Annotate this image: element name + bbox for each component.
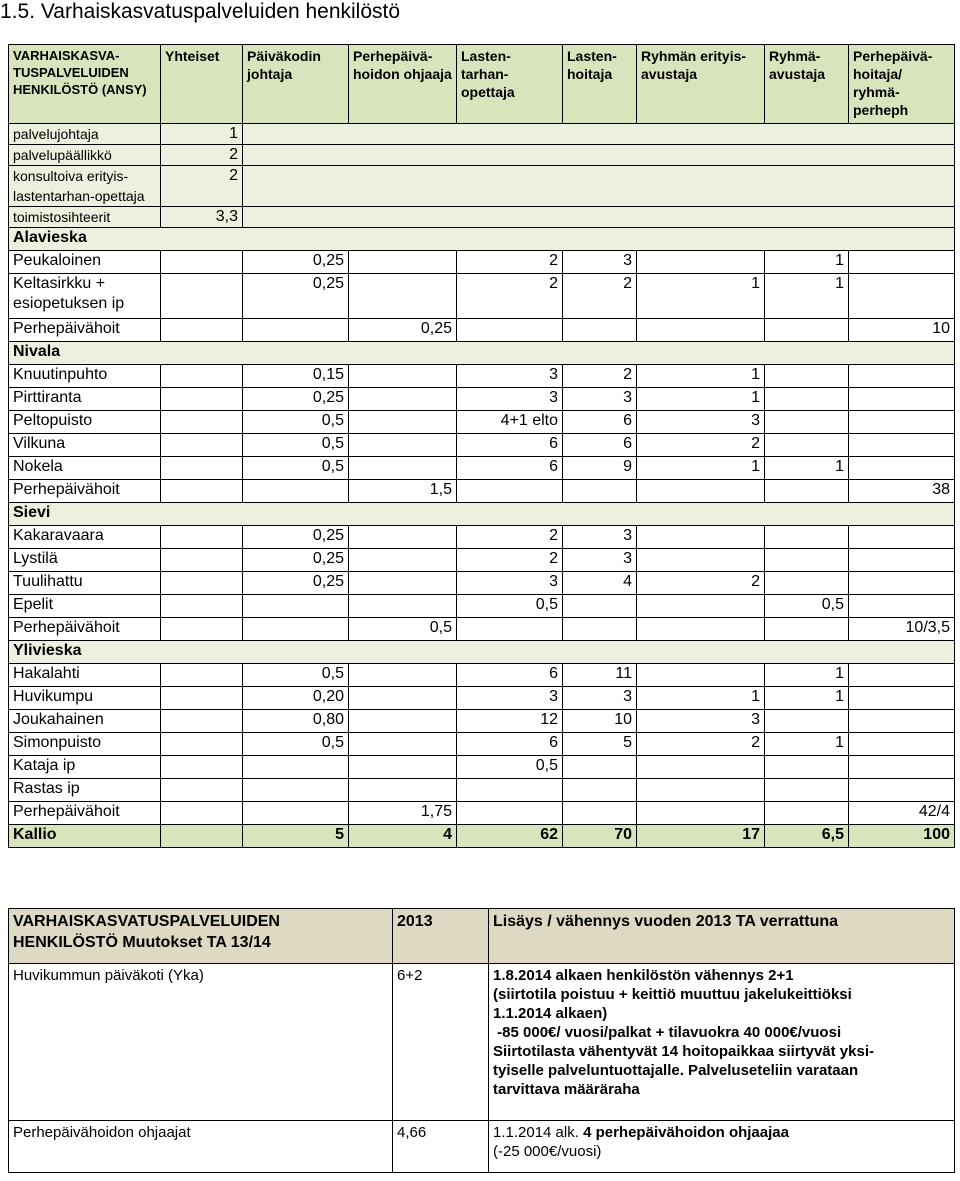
staff-count [349,664,457,687]
municipality-row [9,228,955,251]
staff-count: 2 [637,733,765,756]
ansy-blank [243,124,955,145]
header-row [9,45,955,124]
staff-count: 70 [563,825,637,848]
description-line: 1.1.2014 alkaen) [493,1005,608,1022]
staff-count [637,618,765,641]
staff-count: 17 [637,825,765,848]
staff-count: 4+1 elto [457,411,563,434]
staff-count [161,365,243,388]
table-row [9,251,955,274]
staff-count [563,595,637,618]
staff-count [849,365,955,388]
unit-name: Knuutinpuhto [9,365,161,388]
table-row [9,549,955,572]
ansy-value: 2 [161,145,243,166]
staff-count [243,618,349,641]
description-line: (siirtotila poistuu + keittiö muuttuu jakelukeittiöksi [493,986,852,1003]
staff-count: 2 [637,572,765,595]
staff-count: 2 [637,434,765,457]
staff-count: 10 [563,710,637,733]
unit-name: Vilkuna [9,434,161,457]
staff-count [161,434,243,457]
changes-header-change: Lisäys / vähennys vuoden 2013 TA verrattuna [489,909,955,964]
staff-count: 3 [563,549,637,572]
ansy-role: toimistosihteerit [9,207,161,228]
ansy-value: 3,3 [161,207,243,228]
staff-count [849,434,955,457]
table-row [9,365,955,388]
staff-count [349,595,457,618]
staff-count [349,434,457,457]
table-row [9,618,955,641]
staff-count [637,480,765,503]
staff-count [563,480,637,503]
staff-count [563,618,637,641]
description-line [493,1123,950,1142]
staff-count [849,572,955,595]
changes-row-description [489,1121,955,1173]
municipality-name: Sievi [9,503,955,526]
unit-name: Peukaloinen [9,251,161,274]
changes-row-name: Perhepäivähoidon ohjaajat [9,1121,393,1173]
municipality-name: Ylivieska [9,641,955,664]
description-line: -85 000€/ vuosi/palkat + tilavuokra 40 000€/vuosi [493,1024,842,1041]
staff-count: 3 [563,526,637,549]
staff-count [849,756,955,779]
staff-count [563,319,637,342]
staff-count: 38 [849,480,955,503]
column-header: Perhepäivä-hoitaja/ ryhmä-perheph [849,45,955,124]
staff-count: 4 [349,825,457,848]
unit-name: Perhepäivähoit [9,480,161,503]
staff-count: 1 [765,687,849,710]
staff-count: 6 [563,434,637,457]
table-row [9,756,955,779]
table-row [9,687,955,710]
staff-count [637,549,765,572]
changes-row-name: Huvikummun päiväkoti (Yka) [9,964,393,1121]
unit-name: Simonpuisto [9,733,161,756]
staff-count: 5 [243,825,349,848]
staff-count [849,710,955,733]
staff-count: 1 [637,457,765,480]
staff-count [349,251,457,274]
staff-count: 10 [849,319,955,342]
staff-count: 3 [563,388,637,411]
column-header: Lasten-tarhan-opettaja [457,45,563,124]
staff-count: 3 [457,572,563,595]
staff-count [457,319,563,342]
description-highlight: 4 perhepäivähoidon ohjaajaa [583,1124,789,1141]
staff-count [161,480,243,503]
municipality-row [9,641,955,664]
staff-count: 0,5 [765,595,849,618]
staff-count [349,549,457,572]
staff-count [765,411,849,434]
unit-name: Keltasirkku + esiopetuksen ip [9,274,161,319]
changes-header-year: 2013 [393,909,489,964]
ansy-row [9,145,955,166]
staff-count: 2 [457,549,563,572]
staff-count: 1 [765,733,849,756]
staff-count: 0,5 [243,664,349,687]
unit-name: Nokela [9,457,161,480]
changes-row-value: 6+2 [393,964,489,1121]
staff-count: 5 [563,733,637,756]
staff-count: 0,5 [243,434,349,457]
unit-name: Peltopuisto [9,411,161,434]
staff-count: 2 [457,274,563,319]
staff-count [849,779,955,802]
staff-count [243,480,349,503]
staff-count [349,411,457,434]
staff-count [765,319,849,342]
staff-count [637,779,765,802]
staff-count [349,365,457,388]
staff-count [243,319,349,342]
ansy-row [9,207,955,228]
staff-count [765,710,849,733]
unit-name: Perhepäivähoit [9,319,161,342]
staff-count [161,664,243,687]
unit-name: Hakalahti [9,664,161,687]
staff-count: 6 [457,457,563,480]
staff-count [849,457,955,480]
ansy-blank [243,207,955,228]
table-row [9,572,955,595]
changes-row-value: 4,66 [393,1121,489,1173]
staff-count: 1 [765,457,849,480]
staff-count [161,618,243,641]
staff-count [161,319,243,342]
staff-count [849,733,955,756]
staff-count [161,595,243,618]
staff-count [349,388,457,411]
column-header: Päiväkodin johtaja [243,45,349,124]
staff-count [161,825,243,848]
staff-count [243,802,349,825]
unit-name: Perhepäivähoit [9,618,161,641]
staff-count: 3 [457,687,563,710]
staff-count [349,572,457,595]
staff-count: 2 [563,365,637,388]
municipality-name: Nivala [9,342,955,365]
staff-count: 12 [457,710,563,733]
staff-count [457,618,563,641]
table-row [9,664,955,687]
table-row [9,779,955,802]
ansy-role: konsultoiva erityis-lastentarhan-opettaja [9,166,161,207]
staff-count [765,365,849,388]
staff-count: 0,80 [243,710,349,733]
staff-count [765,572,849,595]
staff-count: 62 [457,825,563,848]
staff-count [765,802,849,825]
staff-count [765,549,849,572]
table-row [9,733,955,756]
unit-name: Lystilä [9,549,161,572]
staff-count: 0,5 [349,618,457,641]
unit-name: Tuulihattu [9,572,161,595]
unit-name: Kallio [9,825,161,848]
staff-count [849,595,955,618]
staff-count [765,618,849,641]
staff-count [161,549,243,572]
staff-count [637,526,765,549]
ansy-row [9,166,955,207]
staff-count [457,802,563,825]
staff-count [349,526,457,549]
staff-count: 1 [637,365,765,388]
staff-count: 42/4 [849,802,955,825]
staff-count [765,434,849,457]
staff-count: 0,25 [243,251,349,274]
staff-count [161,251,243,274]
municipality-row [9,503,955,526]
unit-name: Kataja ip [9,756,161,779]
staff-count [161,572,243,595]
staff-count [637,319,765,342]
staff-count [637,251,765,274]
unit-name: Pirttiranta [9,388,161,411]
staff-count: 4 [563,572,637,595]
staff-count [457,480,563,503]
ansy-blank [243,145,955,166]
description-line: tarvittava määräraha [493,1081,640,1098]
staff-count: 1 [637,388,765,411]
staff-count [637,756,765,779]
staff-count [637,595,765,618]
staff-count [161,802,243,825]
staff-count [849,687,955,710]
staff-count [161,779,243,802]
total-row [9,825,955,848]
page-title: 1.5. Varhaiskasvatuspalveluiden henkilöstö [0,0,401,23]
staff-count [849,664,955,687]
staff-count [765,526,849,549]
staff-count: 0,5 [457,595,563,618]
unit-name: Joukahainen [9,710,161,733]
table-row [9,388,955,411]
column-header: Ryhmän erityis-avustaja [637,45,765,124]
staff-count: 3 [457,365,563,388]
staff-count: 0,25 [349,319,457,342]
staff-count: 1 [637,687,765,710]
description-line: (-25 000€/vuosi) [493,1143,602,1160]
staff-count: 1 [765,251,849,274]
staff-count: 6 [457,733,563,756]
changes-row-description [489,964,955,1121]
staff-count: 6 [457,434,563,457]
unit-name: Epelit [9,595,161,618]
unit-name: Perhepäivähoit [9,802,161,825]
staff-count [243,756,349,779]
ansy-row [9,124,955,145]
staff-count [243,779,349,802]
staff-count: 3 [563,251,637,274]
staff-count [849,251,955,274]
table-row [9,411,955,434]
staff-count: 1,5 [349,480,457,503]
staff-count [563,802,637,825]
staff-count: 0,5 [457,756,563,779]
staff-count [161,733,243,756]
staff-count: 0,25 [243,274,349,319]
staff-count [849,411,955,434]
staff-count: 6,5 [765,825,849,848]
column-header: VARHAISKASVA-TUSPALVELUIDEN HENKILÖSTÖ (ANSY) [9,45,161,124]
staff-count [563,756,637,779]
staff-count [161,526,243,549]
table-row [9,526,955,549]
table-row [9,274,955,319]
staff-count [349,733,457,756]
description-line: Siirtotilasta vähentyvät 14 hoitopaikkaa siirtyvät yksi- [493,1043,874,1060]
staff-count: 100 [849,825,955,848]
staff-count: 0,25 [243,549,349,572]
municipality-name: Alavieska [9,228,955,251]
staff-count [349,274,457,319]
staff-count: 0,5 [243,411,349,434]
staff-count: 2 [563,274,637,319]
staff-count [637,802,765,825]
staff-count [849,388,955,411]
staff-count [457,779,563,802]
table-row [9,319,955,342]
changes-header-row [9,909,955,964]
staff-count [349,756,457,779]
staff-count: 0,25 [243,572,349,595]
staff-count: 3 [563,687,637,710]
staff-count: 6 [563,411,637,434]
staff-count [765,388,849,411]
description-line: tyiselle palveluntuottajalle. Palveluseteliin varataan [493,1062,859,1079]
staff-count [161,710,243,733]
staff-count [243,595,349,618]
staff-count [849,549,955,572]
municipality-row [9,342,955,365]
staff-count [161,274,243,319]
column-header: Lasten-hoitaja [563,45,637,124]
staff-count [349,779,457,802]
table-row [9,710,955,733]
staff-count [637,664,765,687]
ansy-value: 1 [161,124,243,145]
ansy-value: 2 [161,166,243,207]
staff-count: 3 [637,710,765,733]
changes-row [9,964,955,1121]
staff-count [349,687,457,710]
staff-count [161,457,243,480]
staff-count [161,388,243,411]
table-row [9,802,955,825]
ansy-role: palvelujohtaja [9,124,161,145]
staff-count: 0,25 [243,388,349,411]
staff-count: 3 [637,411,765,434]
staff-count: 3 [457,388,563,411]
staff-count [161,687,243,710]
ansy-role: palvelupäällikkö [9,145,161,166]
staff-count [161,756,243,779]
table-row [9,434,955,457]
description-line: 1.8.2014 alkaen henkilöstön vähennys 2+1 [493,967,794,984]
staff-count: 1 [637,274,765,319]
table-row [9,480,955,503]
changes-header-title: VARHAISKASVATUSPALVELUIDEN HENKILÖSTÖ Muutokset TA 13/14 [9,909,393,964]
unit-name: Huvikumpu [9,687,161,710]
staff-count: 1 [765,664,849,687]
staff-count [563,779,637,802]
staff-count [765,480,849,503]
staff-count: 0,20 [243,687,349,710]
staff-count: 2 [457,251,563,274]
staff-count [349,710,457,733]
changes-row [9,1121,955,1173]
staff-count [765,756,849,779]
changes-table [8,908,955,1173]
unit-name: Kakaravaara [9,526,161,549]
unit-name: Rastas ip [9,779,161,802]
staff-count: 9 [563,457,637,480]
column-header: Ryhmä-avustaja [765,45,849,124]
table-row [9,457,955,480]
staff-count: 6 [457,664,563,687]
staff-table [8,44,955,848]
staff-count [349,457,457,480]
staff-count [849,274,955,319]
column-header: Perhepäivä-hoidon ohjaaja [349,45,457,124]
table-row [9,595,955,618]
description-date: 1.1.2014 alk. [493,1124,584,1141]
staff-count: 1,75 [349,802,457,825]
staff-count: 1 [765,274,849,319]
staff-count: 0,5 [243,457,349,480]
staff-count [161,411,243,434]
staff-count: 10/3,5 [849,618,955,641]
staff-count [765,779,849,802]
column-header: Yhteiset [161,45,243,124]
staff-count: 2 [457,526,563,549]
staff-count: 0,15 [243,365,349,388]
staff-count: 0,5 [243,733,349,756]
staff-count [849,526,955,549]
ansy-blank [243,166,955,207]
staff-count: 0,25 [243,526,349,549]
staff-count: 11 [563,664,637,687]
